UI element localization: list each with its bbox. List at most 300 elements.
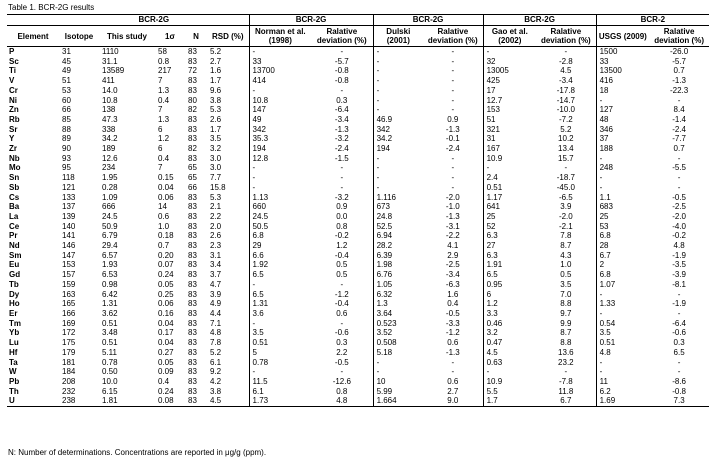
cell-rsd: 2.1 (210, 202, 222, 212)
table-row (7, 163, 709, 173)
cell-rsd: 2.0 (210, 221, 222, 231)
cell-rsd: 3.1 (210, 250, 222, 260)
cell-dulski: 10 (373, 377, 423, 387)
cell-gao: 32 (483, 57, 536, 67)
cell-gao: 27 (483, 241, 536, 251)
cell-dulski: 3.64 (373, 309, 423, 319)
cell-sigma: 1.2 (158, 134, 170, 144)
cell-dulski-deviation: 0.6 (447, 338, 459, 348)
cell-usgs-deviation: -7.7 (672, 134, 686, 144)
cell-gao-deviation: -3.4 (558, 76, 573, 86)
cell-rsd: 2.2 (210, 211, 222, 221)
cell-gao-deviation: 3.5 (560, 279, 572, 289)
cell-element: Tm (9, 318, 21, 328)
cell-dulski-deviation: - (451, 95, 455, 105)
cell-gao-deviation: -10.0 (556, 105, 575, 115)
cell-rsd: 3.9 (210, 289, 222, 299)
group-header-norman: BCR-2G (249, 15, 373, 26)
cell-norman: 147 (249, 105, 311, 115)
table-row (7, 231, 709, 241)
cell-gao: 1.17 (483, 193, 536, 203)
cell-rsd: 6.1 (210, 357, 222, 367)
cell-usgs-deviation: -2.0 (672, 211, 686, 221)
cell-this-study: 24.5 (102, 211, 118, 221)
cell-dulski-deviation: -0.5 (445, 308, 460, 318)
cell-isotope: 238 (59, 396, 99, 406)
cell-isotope: 133 (62, 192, 76, 202)
cell-norman: - (249, 367, 311, 377)
cell-isotope: 147 (62, 250, 76, 260)
cell-gao-deviation: 4.5 (560, 66, 572, 76)
cell-usgs: 248 (596, 163, 649, 173)
col-header-gao: Gao et al. (2002) (483, 26, 536, 47)
cell-n: 83 (188, 250, 197, 260)
cell-sigma: 1.3 (158, 114, 170, 124)
cell-dulski: 46.9 (373, 115, 423, 125)
column-header-row (7, 26, 709, 47)
cell-norman: 1.92 (249, 260, 311, 270)
cell-n: 83 (188, 47, 197, 56)
cell-n: 83 (188, 347, 197, 357)
cell-isotope: 141 (62, 231, 76, 241)
cell-gao: 1.7 (483, 396, 536, 406)
cell-usgs-deviation: -8.6 (672, 376, 686, 386)
cell-this-study: 1.95 (102, 173, 118, 183)
cell-dulski: - (373, 163, 423, 173)
cell-usgs-deviation: -1.3 (672, 76, 686, 86)
cell-element: W (9, 367, 17, 377)
cell-n: 83 (185, 396, 207, 406)
cell-dulski-deviation: -1.3 (445, 124, 460, 134)
cell-gao-deviation: -7.8 (558, 376, 573, 386)
cell-rsd: 3.2 (210, 144, 222, 154)
cell-sigma: 0.05 (158, 279, 174, 289)
table-row (7, 348, 709, 358)
cell-usgs-deviation: 4.8 (673, 241, 685, 251)
cell-this-study: 1.93 (102, 260, 118, 270)
cell-element: V (9, 76, 15, 86)
cell-rsd: 4.9 (210, 299, 222, 309)
table-row (7, 183, 709, 193)
cell-norman-deviation: -0.8 (334, 66, 349, 76)
cell-norman-deviation: 2.2 (336, 347, 348, 357)
cell-dulski: 673 (373, 202, 423, 212)
cell-norman-deviation: 1.2 (336, 241, 348, 251)
cell-isotope: 121 (62, 182, 76, 192)
col-header-gao-deviation: Ralative deviation (%) (536, 26, 596, 47)
cell-isotope: 88 (62, 124, 71, 134)
cell-norman: - (249, 183, 311, 193)
cell-gao: 321 (483, 125, 536, 135)
cell-rsd: 5.2 (210, 347, 222, 357)
cell-isotope: 208 (62, 376, 76, 386)
cell-this-study: 1.81 (99, 396, 155, 406)
cell-norman: - (249, 280, 311, 290)
cell-norman-deviation: -6.4 (334, 105, 349, 115)
cell-norman-deviation: - (340, 279, 344, 289)
cell-usgs: 6.2 (596, 387, 649, 397)
cell-isotope: 139 (62, 211, 76, 221)
table-row (7, 96, 709, 106)
cell-dulski-deviation: 0.9 (447, 114, 459, 124)
cell-norman-deviation: -0.6 (334, 328, 349, 338)
cell-sigma: 7 (158, 76, 163, 86)
cell-gao: 10.9 (483, 377, 536, 387)
cell-usgs-deviation: - (677, 173, 681, 183)
cell-dulski-deviation: 1.6 (447, 289, 459, 299)
cell-n: 83 (188, 260, 197, 270)
cell-norman-deviation: -12.6 (332, 376, 351, 386)
cell-usgs: 1.69 (596, 396, 649, 406)
cell-dulski-deviation: - (451, 66, 455, 76)
cell-norman: 414 (249, 76, 311, 86)
cell-rsd: 3.8 (210, 386, 222, 396)
cell-sigma: 0.27 (158, 347, 174, 357)
cell-dulski-deviation: -3.1 (445, 221, 460, 231)
group-header-gao: BCR-2G (483, 15, 596, 26)
cell-dulski: - (373, 173, 423, 183)
cell-norman: 12.8 (249, 154, 311, 164)
table-row (7, 270, 709, 280)
cell-norman-deviation: -5.7 (334, 56, 349, 66)
cell-dulski-deviation: -1.0 (445, 202, 460, 212)
cell-isotope: 49 (62, 66, 71, 76)
cell-gao-deviation: 3.9 (560, 202, 572, 212)
cell-dulski-deviation: -2.2 (445, 231, 460, 241)
cell-isotope: 184 (62, 367, 76, 377)
cell-element: Cr (9, 85, 18, 95)
cell-gao-deviation: -18.7 (556, 173, 575, 183)
cell-norman: 342 (249, 125, 311, 135)
cell-sigma: 0.16 (158, 308, 174, 318)
col-header-norman: Norman et al. (1998) (249, 26, 311, 47)
cell-usgs-deviation: 0.7 (673, 144, 685, 154)
cell-dulski-deviation: 2.7 (447, 386, 459, 396)
cell-usgs-deviation: -26.0 (669, 47, 689, 56)
cell-element: Y (9, 134, 15, 144)
cell-this-study: 411 (102, 76, 115, 86)
cell-sigma: 0.8 (158, 56, 170, 66)
cell-norman-deviation: -0.4 (334, 299, 349, 309)
cell-isotope: 137 (62, 202, 76, 212)
cell-norman-deviation: -1.3 (334, 124, 349, 134)
cell-n: 83 (188, 367, 197, 377)
cell-gao-deviation: 9.9 (560, 318, 572, 328)
cell-dulski: 1.664 (373, 396, 423, 406)
cell-sigma: 1.0 (158, 221, 170, 231)
cell-this-study: 3.48 (102, 328, 118, 338)
cell-usgs: - (596, 154, 649, 164)
cell-this-study: 10.8 (102, 95, 118, 105)
cell-this-study: 338 (102, 124, 116, 134)
cell-element: Pr (9, 231, 18, 241)
cell-gao-deviation: 1.0 (560, 260, 572, 270)
cell-gao-deviation: -2.1 (558, 221, 573, 231)
cell-element: Sm (9, 250, 22, 260)
cell-sigma: 0.4 (158, 95, 170, 105)
cell-dulski-deviation: - (451, 56, 455, 66)
results-table (7, 14, 709, 407)
table-row (7, 86, 709, 96)
cell-usgs-deviation: - (677, 367, 681, 377)
cell-isotope: 95 (62, 163, 71, 173)
cell-usgs: - (596, 96, 649, 106)
cell-n: 65 (188, 173, 197, 183)
cell-usgs-deviation: - (677, 289, 681, 299)
cell-element: Th (9, 386, 19, 396)
cell-rsd: 2.7 (210, 56, 222, 66)
cell-dulski-deviation: -3.4 (445, 270, 460, 280)
cell-dulski: 6.39 (373, 251, 423, 261)
cell-gao: 2.4 (483, 173, 536, 183)
cell-norman-deviation: -0.5 (334, 357, 349, 367)
cell-dulski-deviation: -1.2 (445, 328, 460, 338)
cell-isotope: 153 (62, 260, 76, 270)
cell-sigma: 0.04 (158, 318, 174, 328)
table-row (7, 212, 709, 222)
cell-gao: 6 (483, 290, 536, 300)
cell-n: 83 (188, 241, 197, 251)
col-header-this-study: This study (99, 26, 155, 47)
cell-sigma: 0.05 (158, 357, 174, 367)
cell-dulski-deviation: 4.1 (447, 241, 459, 251)
cell-rsd: 7.7 (210, 173, 222, 183)
cell-norman: - (249, 47, 311, 57)
cell-element: Pb (9, 376, 20, 386)
cell-dulski-deviation: -1.3 (445, 347, 460, 357)
cell-rsd: 9.6 (210, 85, 222, 95)
cell-dulski: - (373, 154, 423, 164)
cell-gao-deviation: 13.4 (558, 144, 574, 154)
cell-this-study: 1.09 (102, 192, 118, 202)
cell-element: Tb (9, 279, 19, 289)
cell-gao-deviation: 5.2 (560, 124, 572, 134)
cell-n: 83 (188, 357, 197, 367)
cell-gao: 10.9 (483, 154, 536, 164)
cell-norman-deviation: - (340, 47, 344, 56)
cell-n: 83 (188, 211, 197, 221)
cell-dulski: 1.116 (373, 193, 423, 203)
cell-usgs-deviation: 6.5 (673, 347, 685, 357)
cell-n: 83 (188, 56, 197, 66)
table-row (7, 387, 709, 397)
cell-isotope: 93 (62, 153, 71, 163)
cell-dulski: - (373, 105, 423, 115)
cell-norman-deviation: -1.2 (334, 289, 349, 299)
cell-dulski: 34.2 (373, 134, 423, 144)
cell-gao: 31 (483, 134, 536, 144)
cell-usgs: 37 (596, 134, 649, 144)
cell-sigma: 0.06 (158, 299, 174, 309)
cell-norman: 6.6 (249, 251, 311, 261)
cell-dulski: 194 (373, 144, 423, 154)
cell-usgs: 0.54 (596, 319, 649, 329)
cell-this-study: 666 (102, 202, 116, 212)
cell-usgs: - (596, 367, 649, 377)
cell-gao-deviation: 23.2 (558, 357, 574, 367)
cell-sigma: 0.25 (158, 289, 174, 299)
table-row (7, 144, 709, 154)
cell-usgs: 1.1 (596, 193, 649, 203)
group-header-blank (7, 15, 59, 26)
cell-this-study: 12.6 (102, 153, 118, 163)
cell-element: Eu (9, 260, 20, 270)
col-header-norman-deviation: Ralative deviation (%) (311, 26, 373, 47)
cell-n: 82 (188, 144, 197, 154)
cell-norman: 11.5 (249, 377, 311, 387)
cell-usgs: 53 (596, 222, 649, 232)
cell-dulski-deviation: - (451, 367, 455, 377)
cell-sigma: 0.15 (158, 173, 174, 183)
cell-gao: 12.7 (483, 96, 536, 106)
cell-usgs: 1.33 (596, 299, 649, 309)
col-header-isotope: Isotope (59, 26, 99, 47)
cell-element: Rb (9, 114, 20, 124)
cell-usgs-deviation: -3.9 (672, 270, 686, 280)
cell-usgs-deviation: -5.7 (672, 56, 686, 66)
cell-this-study: 6.57 (102, 250, 118, 260)
table-row (7, 105, 709, 115)
cell-n: 83 (188, 318, 197, 328)
cell-norman-deviation: -3.2 (334, 192, 349, 202)
cell-this-study: 13589 (102, 66, 125, 76)
group-header-this-study: BCR-2G (59, 15, 249, 26)
cell-n: 83 (188, 134, 197, 144)
cell-this-study: 10.0 (102, 376, 118, 386)
col-header-usgs: USGS (2009) (596, 26, 649, 47)
cell-norman-deviation: -0.2 (334, 231, 349, 241)
col-header-n: N (185, 26, 207, 47)
cell-usgs: 6.7 (596, 251, 649, 261)
cell-gao: 0.47 (483, 338, 536, 348)
cell-norman: 13700 (249, 66, 311, 76)
cell-usgs-deviation: - (677, 357, 681, 367)
cell-gao-deviation: 6.7 (536, 396, 596, 406)
cell-sigma: 0.09 (158, 367, 174, 377)
cell-usgs: 188 (596, 144, 649, 154)
cell-dulski-deviation: - (451, 163, 455, 173)
cell-sigma: 0.24 (158, 270, 174, 280)
group-header-usgs: BCR-2 (596, 15, 709, 26)
cell-sigma: 0.04 (158, 338, 174, 348)
cell-element: Hf (9, 347, 18, 357)
cell-this-study: 0.78 (102, 357, 118, 367)
cell-element: La (9, 211, 19, 221)
cell-n: 80 (188, 95, 197, 105)
cell-gao: 6.5 (483, 270, 536, 280)
cell-usgs-deviation: -1.9 (672, 250, 686, 260)
cell-isotope: 53 (62, 85, 71, 95)
cell-isotope: 159 (62, 279, 76, 289)
cell-norman-deviation: 0.6 (336, 308, 348, 318)
table-row (7, 47, 709, 57)
cell-this-study: 234 (102, 163, 116, 173)
table-row (7, 299, 709, 309)
cell-element: Ni (9, 95, 17, 105)
cell-norman-deviation: - (340, 318, 344, 328)
cell-dulski: - (373, 358, 423, 368)
cell-norman: 3.5 (249, 328, 311, 338)
cell-norman-deviation: - (340, 163, 344, 173)
cell-rsd: 3.0 (210, 153, 222, 163)
cell-norman-deviation: 0.3 (336, 95, 348, 105)
cell-gao: 3.2 (483, 328, 536, 338)
cell-usgs: 1500 (596, 47, 649, 57)
cell-dulski-deviation: 2.9 (447, 250, 459, 260)
cell-gao: 52 (483, 222, 536, 232)
cell-gao: 0.95 (483, 280, 536, 290)
cell-norman: - (249, 319, 311, 329)
cell-rsd: 3.5 (210, 134, 222, 144)
table-row (7, 251, 709, 261)
cell-gao-deviation: 0.5 (560, 270, 572, 280)
cell-usgs: 2 (596, 260, 649, 270)
cell-gao-deviation: -2.8 (558, 56, 573, 66)
cell-n: 65 (188, 163, 197, 173)
cell-gao-deviation: -6.5 (558, 192, 573, 202)
table-row (7, 358, 709, 368)
cell-norman-deviation: - (340, 182, 344, 192)
cell-sigma: 1.3 (158, 85, 170, 95)
cell-gao-deviation: 8.8 (560, 338, 572, 348)
cell-gao-deviation: - (564, 367, 568, 377)
cell-gao-deviation: 10.2 (558, 134, 574, 144)
cell-norman-deviation: 0.9 (336, 202, 348, 212)
cell-gao: 1.91 (483, 260, 536, 270)
cell-sigma: 0.06 (158, 192, 174, 202)
cell-usgs: 0.51 (596, 338, 649, 348)
cell-usgs-deviation: -2.4 (672, 124, 686, 134)
cell-this-study: 0.51 (102, 338, 118, 348)
cell-dulski: 6.94 (373, 231, 423, 241)
table-body (7, 47, 709, 407)
cell-n: 83 (188, 124, 197, 134)
cell-dulski: 6.76 (373, 270, 423, 280)
table-row (7, 367, 709, 377)
cell-norman-deviation: -2.4 (334, 144, 349, 154)
cell-rsd: 1.6 (210, 66, 222, 76)
cell-element: Nd (9, 241, 20, 251)
cell-gao: 3.3 (483, 309, 536, 319)
cell-dulski: 28.2 (373, 241, 423, 251)
cell-usgs: 683 (596, 202, 649, 212)
table-row (7, 260, 709, 270)
cell-this-study: 138 (102, 105, 116, 115)
cell-element: Ce (9, 221, 20, 231)
cell-dulski-deviation: - (451, 153, 455, 163)
cell-norman: - (249, 86, 311, 96)
table-row (7, 134, 709, 144)
cell-norman: 1.13 (249, 193, 311, 203)
cell-sigma: 0.08 (155, 396, 185, 406)
cell-usgs-deviation: -8.1 (672, 279, 686, 289)
cell-dulski-deviation: - (451, 105, 455, 115)
table-row (7, 193, 709, 203)
cell-gao: 425 (483, 76, 536, 86)
cell-rsd: 4.4 (210, 308, 222, 318)
cell-isotope: 118 (62, 173, 75, 183)
cell-usgs-deviation: - (677, 153, 681, 163)
cell-dulski: - (373, 57, 423, 67)
cell-this-study: 3.62 (102, 308, 118, 318)
cell-this-study: 6.15 (102, 386, 118, 396)
cell-rsd: 2.6 (210, 114, 222, 124)
cell-gao: 6.3 (483, 231, 536, 241)
table-caption: Table 1. BCR-2G results (8, 3, 95, 12)
cell-usgs: 25 (596, 212, 649, 222)
cell-gao: 1.2 (483, 299, 536, 309)
cell-element: Ba (9, 202, 20, 212)
